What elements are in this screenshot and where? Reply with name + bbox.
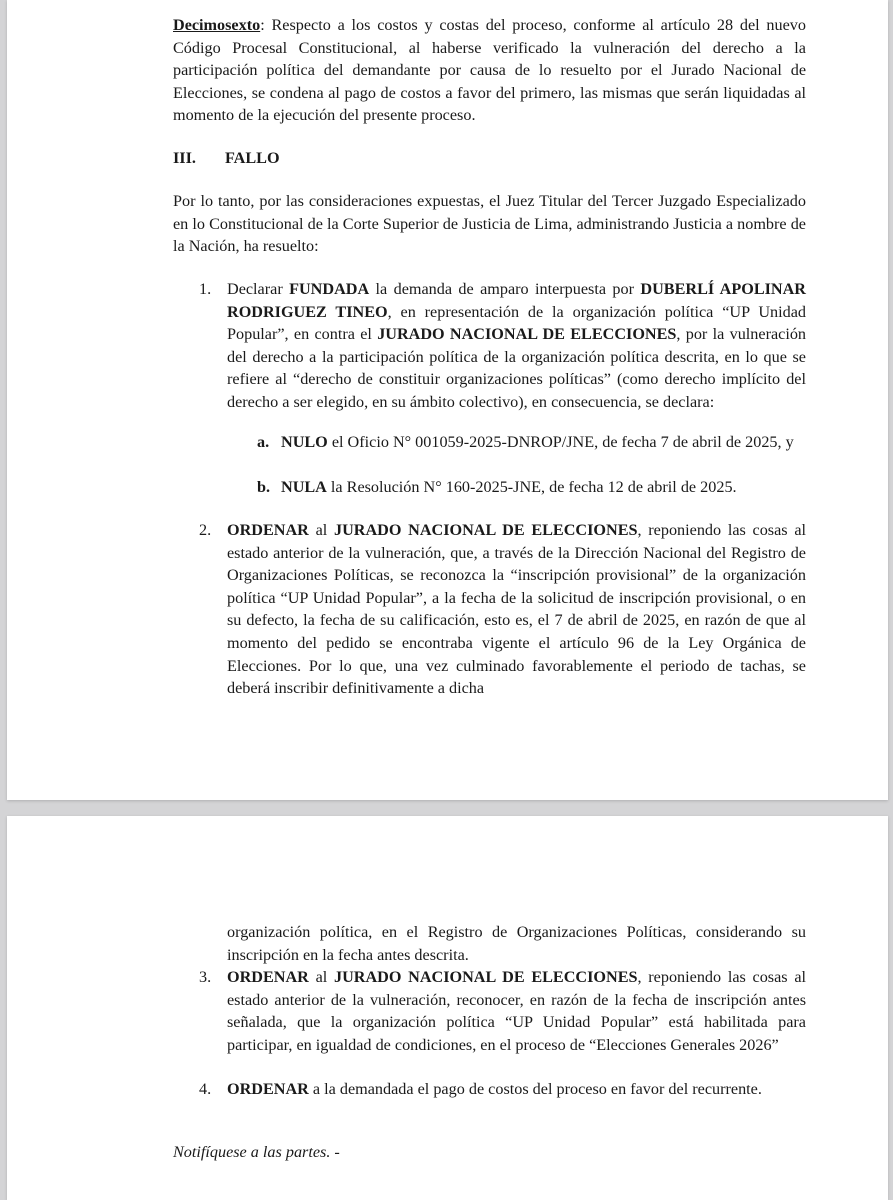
list-number: 4. [199,1080,212,1098]
section-number: III. [173,149,196,167]
paragraph-label: Decimosexto [173,16,261,34]
sub-bold: NULA [281,478,327,496]
item-bold: ORDENAR [227,521,309,539]
item-bold: ORDENAR [227,968,309,986]
list-number: 2. [199,521,212,539]
item-text: a la demandada el pago de costos del proceso en favor del recurrente. [308,1080,762,1098]
item-bold: JURADO NACIONAL DE ELECCIONES [333,968,638,986]
section-title: FALLO [225,149,280,167]
list-item-4 [199,1078,806,1101]
item-text: , en representación de la organización política “UP Unidad Popular”, en contra el [227,302,806,344]
closing-note: Notifíquese a las partes. - [173,1143,340,1161]
sub-bold: NULO [281,433,328,451]
list-item-3 [199,966,807,1056]
section-heading [173,147,280,170]
item-bold: JURADO NACIONAL DE ELECCIONES [333,521,638,539]
sub-letter: b. [257,478,271,496]
item-text: , reponiendo las cosas al estado anterior de la vulneración, que, a través de la Dirección Nacional del Registro de Organizaciones Políticas, se reconozca la “inscripción provisional” de la organización política “UP Unidad Popular”, a la fecha de la solicitud de inscripción provisional, o en su defecto, la fecha de su calificación, esto es, el 7 de abril de 2025, en razón de que al momento del pedido se encontraba vigente el artículo 96 de la Ley Orgánica de Elecciones. Por lo que, una vez culminado favorablemente el periodo de tachas, se deberá inscribir definitivamente a dicha [227,521,807,698]
list-item-2 [199,519,807,700]
item-bold: JURADO NACIONAL DE ELECCIONES [377,325,677,344]
item-text: la demanda de amparo interpuesta por [369,280,641,298]
list-number: 1. [199,280,212,298]
sub-item-a [257,431,806,454]
paragraph-text: : Respecto a los costos y costas del proceso, conforme al artículo 28 del nuevo Código Procesal Constitucional, al haberse verificado la vulneración del derecho a la participación política del demandante por causa de lo resuelto por el Jurado Nacional de Elecciones, se condena al pago de costos a favor del primero, las mismas que serán liquidadas al momento de la ejecución del presente proceso. [173,16,806,125]
list-item-2-continuation: organización política, en el Registro de Organizaciones Políticas, considerando su inscripción en la fecha antes descrita. [227,923,806,964]
item-text: , reponiendo las cosas al estado anterior de la vulneración, reconocer, en razón de la fecha de inscripción antes señalada, que la organización política “UP Unidad Popular” está habilitada para participar, en igualdad de condiciones, en el proceso de “Elecciones Generales 2026” [227,968,807,1054]
item-text: al [308,521,334,539]
item-bold: DUBERLÍ APOLINAR RODRIGUEZ TINEO [227,280,806,321]
list-item-1 [199,278,807,414]
item-text: Declarar [227,280,290,298]
sub-letter: a. [257,433,270,451]
item-text: al [308,968,334,986]
sub-text: el Oficio N° 001059-2025-DNROP/JNE, de fecha 7 de abril de 2025, y [327,433,794,451]
sub-item-b [257,476,806,499]
item-text: , por la vulneración del derecho a la participación política de la organización política descrita, en lo que se refiere al “derecho de constituir organizaciones políticas” (como derecho implícito del derecho a ser elegido, en su ámbito colectivo), en consecuencia, se declara: [227,325,807,411]
list-number: 3. [199,968,212,986]
item-bold: ORDENAR [227,1080,309,1098]
paragraph-intro: Por lo tanto, por las consideraciones expuestas, el Juez Titular del Tercer Juzgado Especializado en lo Constitucional de la Corte Superior de Justicia de Lima, administrando Justicia a nombre de la Nación, ha resuelto: [173,192,806,256]
document-page-1 [7,0,888,800]
item-bold: FUNDADA [289,280,370,298]
paragraph-decimosexto [173,14,806,127]
sub-text: la Resolución N° 160-2025-JNE, de fecha 12 de abril de 2025. [326,478,737,496]
document-page-2 [7,816,888,1200]
